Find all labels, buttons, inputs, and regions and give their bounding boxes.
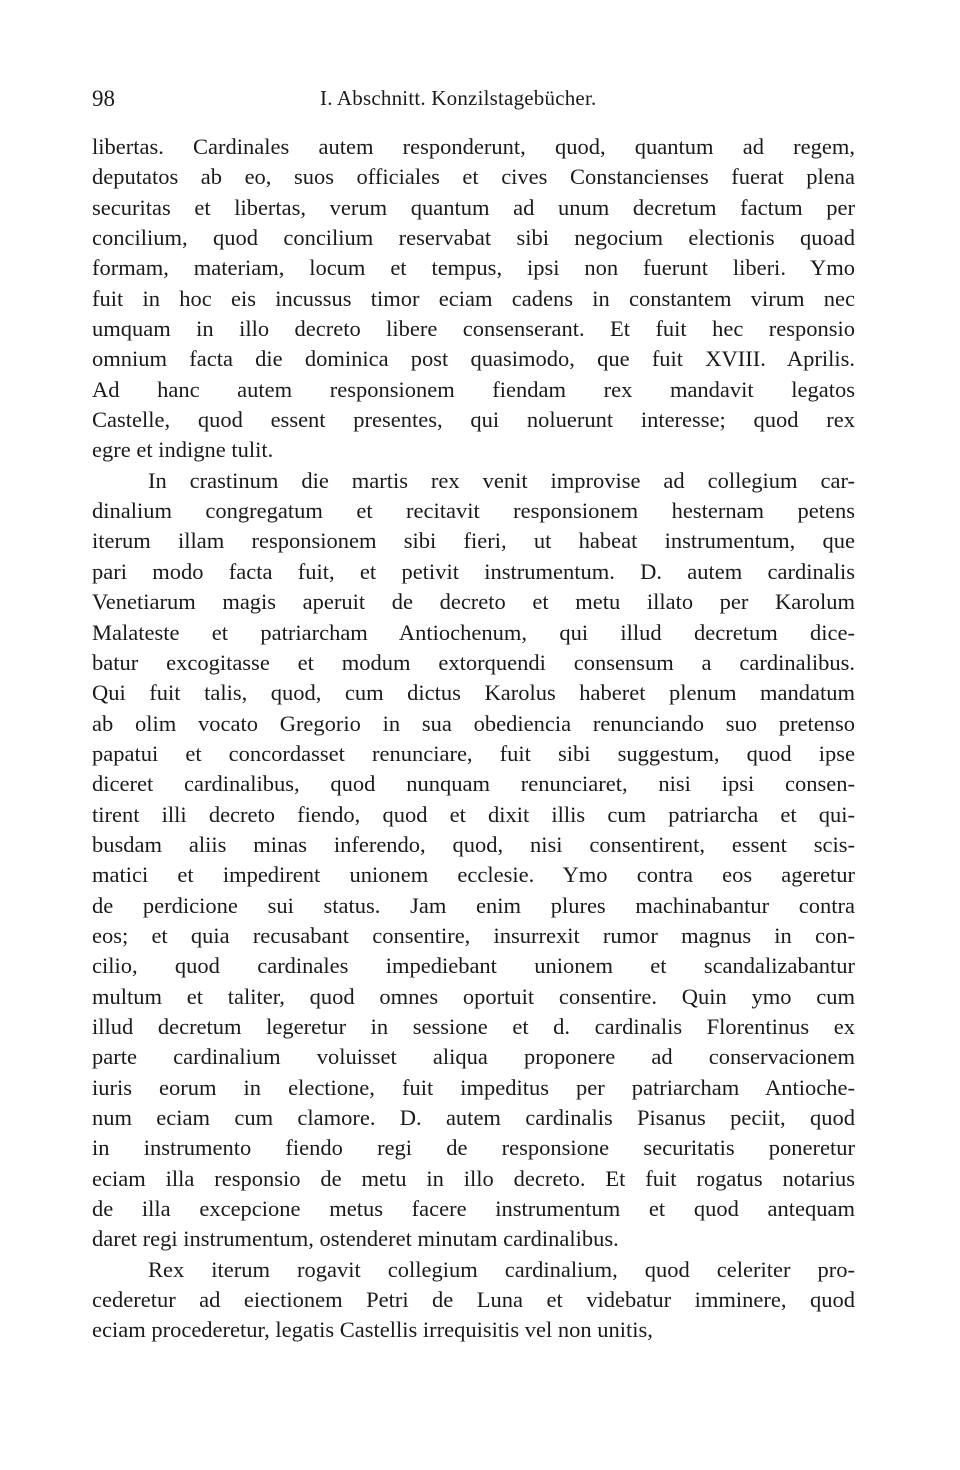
text-line: egre et indigne tulit. — [92, 437, 274, 463]
text-line: Qui fuit talis, quod, cum dictus Karolus haberet plenum mandatum — [92, 680, 855, 706]
text-line: batur excogitasse et modum extorquendi consensum a cardinalibus. — [92, 649, 855, 675]
text-line: daret regi instrumentum, ostenderet minutam cardinalibus. — [92, 1226, 619, 1252]
paragraph — [92, 466, 855, 1255]
text-line: ab olim vocato Gregorio in sua obediencia renunciando suo pretenso — [92, 710, 855, 736]
text-line: iuris eorum in electione, fuit impeditus per patriarcham Antioche- — [92, 1074, 855, 1100]
text-line: cilio, quod cardinales impediebant unionem et scandalizabantur — [92, 953, 855, 979]
text-line: fuit in hoc eis incussus timor eciam cadens in constantem virum nec — [92, 285, 855, 311]
text-line: eciam procederetur, legatis Castellis irrequisitis vel non unitis, — [92, 1317, 653, 1343]
text-line: omnium facta die dominica post quasimodo, que fuit XVIII. Aprilis. — [92, 346, 855, 372]
paragraph — [92, 132, 855, 466]
text-line: de perdicione sui status. Jam enim plures machinabantur contra — [92, 892, 855, 918]
text-line: de illa excepcione metus facere instrumentum et quod antequam — [92, 1196, 855, 1222]
text-line: deputatos ab eo, suos officiales et cives Constancienses fuerat plena — [92, 164, 855, 190]
running-title: I. Abschnitt. Konzilstagebücher. — [320, 86, 597, 110]
book-page — [92, 86, 855, 1346]
page-number: 98 — [92, 86, 115, 111]
text-line: diceret cardinalibus, quod nunquam renunciaret, nisi ipsi consen- — [92, 771, 855, 797]
text-line: umquam in illo decreto libere consenserant. Et fuit hec responsio — [92, 316, 855, 342]
text-line: Malateste et patriarcham Antiochenum, qui illud decretum dice- — [92, 619, 855, 645]
text-line: eos; et quia recusabant consentire, insurrexit rumor magnus in con- — [92, 922, 855, 948]
running-head — [92, 86, 855, 122]
text-line: illud decretum legeretur in sessione et d. cardinalis Florentinus ex — [92, 1013, 855, 1039]
text-line: pari modo facta fuit, et petivit instrumentum. D. autem cardinalis — [92, 558, 855, 584]
body-text — [92, 132, 855, 1346]
text-line: iterum illam responsionem sibi fieri, ut habeat instrumentum, que — [92, 528, 855, 554]
text-line: multum et taliter, quod omnes oportuit consentire. Quin ymo cum — [92, 983, 855, 1009]
text-line: securitas et libertas, verum quantum ad unum decretum factum per — [92, 194, 855, 220]
text-line: Castelle, quod essent presentes, qui noluerunt interesse; quod rex — [92, 407, 855, 433]
text-line: concilium, quod concilium reservabat sibi negocium electionis quoad — [92, 225, 855, 251]
text-line: In crastinum die martis rex venit improvise ad collegium car- — [148, 467, 855, 493]
text-line: busdam aliis minas inferendo, quod, nisi consentirent, essent scis- — [92, 831, 855, 857]
text-line: tirent illi decreto fiendo, quod et dixit illis cum patriarcha et qui- — [92, 801, 855, 827]
text-line: parte cardinalium voluisset aliqua proponere ad conservacionem — [92, 1044, 855, 1070]
text-line: Venetiarum magis aperuit de decreto et metu illato per Karolum — [92, 589, 855, 615]
text-line: num eciam cum clamore. D. autem cardinalis Pisanus peciit, quod — [92, 1105, 855, 1130]
text-line: dinalium congregatum et recitavit responsionem hesternam petens — [92, 498, 855, 524]
text-line: eciam illa responsio de metu in illo decreto. Et fuit rogatus notarius — [92, 1165, 855, 1191]
text-line: Ad hanc autem responsionem fiendam rex mandavit legatos — [92, 376, 855, 402]
text-line: libertas. Cardinales autem responderunt, quod, quantum ad regem, — [92, 134, 855, 159]
text-line: cederetur ad eiectionem Petri de Luna et videbatur imminere, quod — [92, 1287, 855, 1313]
text-line: formam, materiam, locum et tempus, ipsi non fuerunt liberi. Ymo — [92, 255, 855, 281]
text-line: papatui et concordasset renunciare, fuit sibi suggestum, quod ipse — [92, 740, 855, 766]
paragraph — [92, 1255, 855, 1346]
text-line: Rex iterum rogavit collegium cardinalium, quod celeriter pro- — [148, 1256, 855, 1282]
text-line: matici et impedirent unionem ecclesie. Ymo contra eos ageretur — [92, 862, 855, 888]
text-line: in instrumento fiendo regi de responsione securitatis poneretur — [92, 1135, 855, 1161]
